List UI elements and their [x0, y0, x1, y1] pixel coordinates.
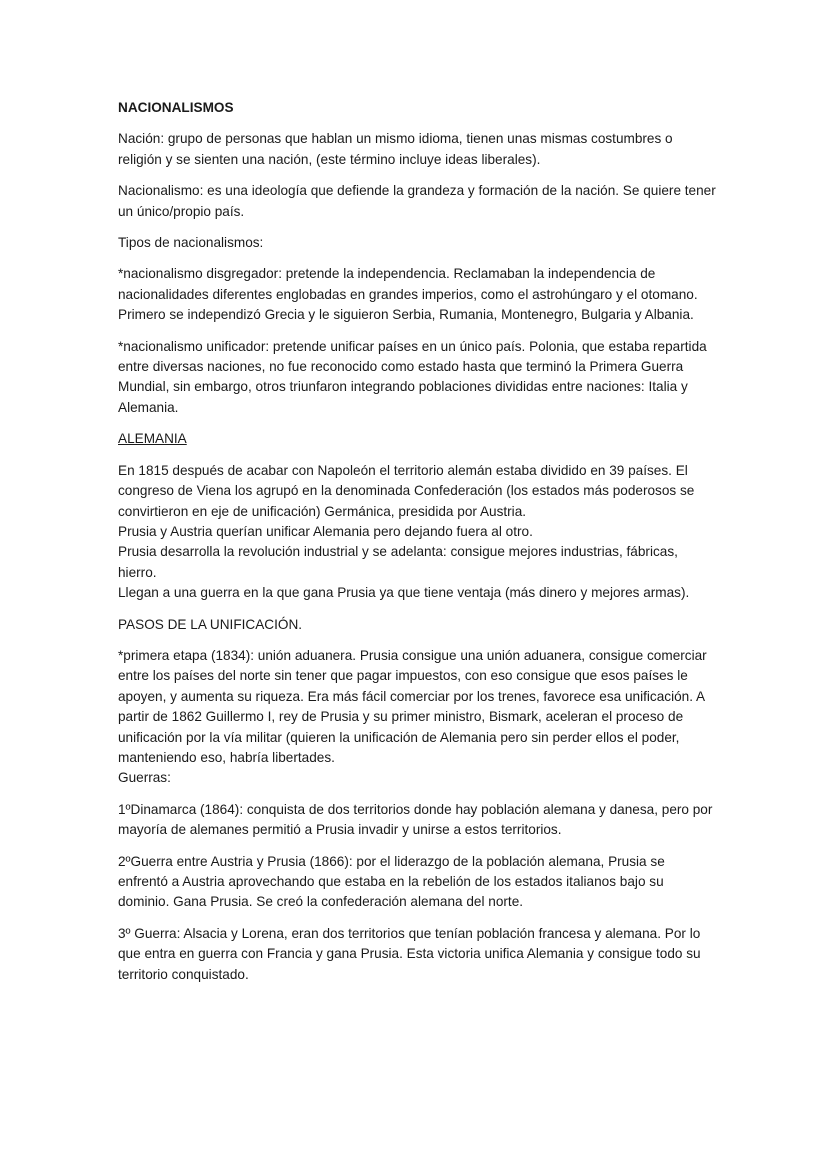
paragraph-guerra-3: 3º Guerra: Alsacia y Lorena, eran dos territorios que tenían población francesa y alemana. Por lo que entra en guerra con Francia y gana Prusia. Esta victoria unifica Alemania y consigue todo su territorio conquistado.: [118, 925, 701, 982]
document-body: [118, 98, 718, 996]
paragraph-guerra: Llegan a una guerra en la que gana Prusia ya que tiene ventaja (más dinero y mejores armas).: [118, 585, 690, 601]
paragraph-unificador: *nacionalismo unificador: pretende unificar países en un único país. Polonia, que estaba repartida entre diversas naciones, no fue reconocido como estado hasta que terminó la Primera Guerra Mundial, sin embargo, otros triunfaron integrando poblaciones divididas entre naciones: Italia y Alemania.: [118, 338, 707, 415]
paragraph-guerra-2: 2ºGuerra entre Austria y Prusia (1866): por el liderazgo de la población alemana, Prusia se enfrentó a Austria aprovechando que estaba en la rebelión de los estados italianos bajo su dominio. Gana Prusia. Se creó la confederación alemana del norte.: [118, 853, 665, 910]
heading-alemania: ALEMANIA: [118, 431, 187, 447]
heading-pasos: PASOS DE LA UNIFICACIÓN.: [118, 616, 303, 632]
paragraph-guerras-label: Guerras:: [118, 770, 171, 786]
paragraph-prusia-revolucion: Prusia desarrolla la revolución industrial y se adelanta: consigue mejores industrias, fábricas, hierro.: [118, 544, 678, 580]
document-title: NACIONALISMOS: [118, 100, 234, 115]
paragraph-guerra-1: 1ºDinamarca (1864): conquista de dos territorios donde hay población alemana y danesa, pero por mayoría de alemanes permitió a Prusia invadir y unirse a estos territorios.: [118, 801, 713, 838]
paragraph-prusia-austria: Prusia y Austria querían unificar Alemania pero dejando fuera al otro.: [118, 523, 533, 539]
paragraph-tipos: Tipos de nacionalismos:: [118, 235, 264, 251]
paragraph-primera-etapa: *primera etapa (1834): unión aduanera. Prusia consigue una unión aduanera, consigue comerciar entre los países del norte sin tener que pagar impuestos, con eso consigue que esos países le apoyen, y aumenta su riqueza. Era más fácil comerciar por los trenes, favorece esa unificación. A partir de 1862 Guillermo I, rey de Prusia y su primer ministro, Bismark, aceleran el proceso de unificación por la vía militar (quieren la unificación de Alemania pero sin perder ellos el poder, manteniendo eso, habría libertades.: [118, 647, 707, 765]
paragraph-disgregador: *nacionalismo disgregador: pretende la independencia. Reclamaban la independencia de nacionalidades diferentes englobadas en grandes imperios, como el astrohúngaro y el otomano. Primero se independizó Grecia y le siguieron Serbia, Rumania, Montenegro, Bulgaria y Albania.: [118, 266, 698, 323]
paragraph-1815: En 1815 después de acabar con Napoleón el territorio alemán estaba dividido en 39 países. El congreso de Viena los agrupó en la denominada Confederación (los estados más poderosos se convirtieron en eje de unificación) Germánica, presidida por Austria.: [118, 462, 695, 519]
paragraph-nacionalismo: Nacionalismo: es una ideología que defiende la grandeza y formación de la nación. Se quiere tener un único/propio país.: [118, 183, 716, 219]
paragraph-nacion: Nación: grupo de personas que hablan un mismo idioma, tienen unas mismas costumbres o religión y se sienten una nación, (este término incluye ideas liberales).: [118, 131, 673, 167]
